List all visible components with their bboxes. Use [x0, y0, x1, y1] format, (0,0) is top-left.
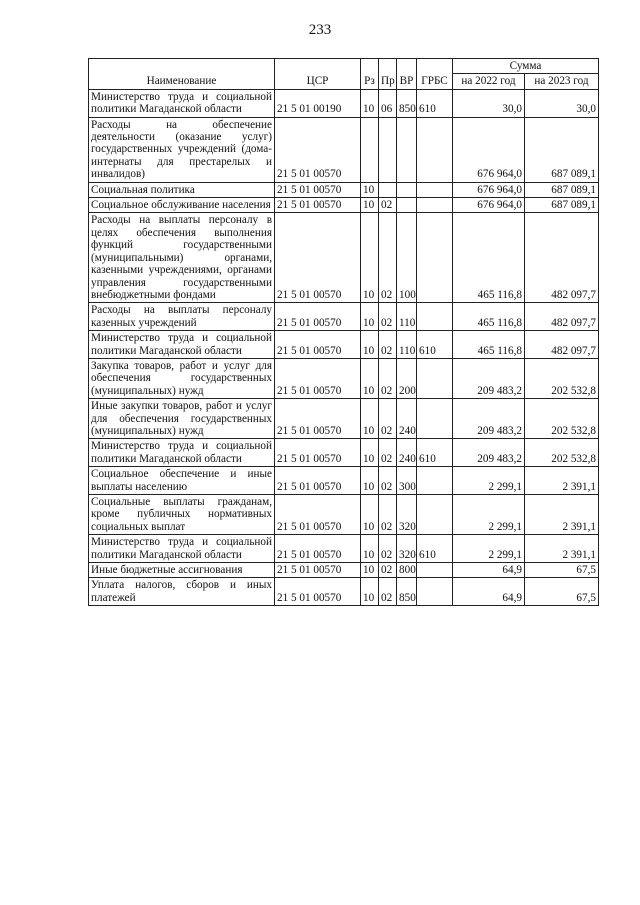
- row-csr: 21 5 01 00570: [275, 535, 361, 563]
- row-sum-2022: 209 483,2: [453, 399, 525, 439]
- row-name: Министерство труда и социальной политики Магаданской области: [89, 535, 275, 563]
- row-rz: 10: [361, 578, 379, 606]
- row-vr: [397, 198, 417, 213]
- row-vr: 320: [397, 495, 417, 535]
- row-sum-2023: 67,5: [525, 563, 599, 578]
- page-number: 233: [308, 22, 332, 38]
- row-grbs: 610: [417, 331, 453, 359]
- row-pr: 02: [379, 303, 397, 331]
- table-row: [89, 182, 599, 197]
- row-rz: 10: [361, 89, 379, 117]
- row-pr: 02: [379, 439, 397, 467]
- row-name: Закупка товаров, работ и услуг для обеспечения государственных (муниципальных) нужд: [89, 358, 275, 398]
- header-csr: ЦСР: [275, 59, 361, 90]
- row-grbs: [417, 467, 453, 495]
- row-csr: 21 5 01 00570: [275, 117, 361, 182]
- row-csr: 21 5 01 00570: [275, 213, 361, 303]
- row-sum-2023: 687 089,1: [525, 182, 599, 197]
- row-pr: 02: [379, 495, 397, 535]
- row-grbs: [417, 563, 453, 578]
- table-row: [89, 535, 599, 563]
- row-sum-2023: 482 097,7: [525, 331, 599, 359]
- row-rz: 10: [361, 182, 379, 197]
- row-vr: 110: [397, 331, 417, 359]
- row-grbs: 610: [417, 439, 453, 467]
- row-vr: [397, 182, 417, 197]
- row-pr: 02: [379, 358, 397, 398]
- row-vr: 320: [397, 535, 417, 563]
- row-vr: 200: [397, 358, 417, 398]
- row-grbs: [417, 213, 453, 303]
- row-sum-2022: 2 299,1: [453, 535, 525, 563]
- row-vr: 300: [397, 467, 417, 495]
- row-pr: 06: [379, 89, 397, 117]
- row-csr: 21 5 01 00570: [275, 182, 361, 197]
- row-name: Расходы на выплаты персоналу казенных учреждений: [89, 303, 275, 331]
- row-rz: 10: [361, 535, 379, 563]
- row-vr: 240: [397, 399, 417, 439]
- row-sum-2022: 465 116,8: [453, 331, 525, 359]
- row-grbs: [417, 495, 453, 535]
- row-grbs: 610: [417, 535, 453, 563]
- row-grbs: [417, 303, 453, 331]
- row-rz: 10: [361, 331, 379, 359]
- row-sum-2022: 2 299,1: [453, 495, 525, 535]
- row-sum-2022: 465 116,8: [453, 303, 525, 331]
- row-csr: 21 5 01 00570: [275, 331, 361, 359]
- row-vr: 240: [397, 439, 417, 467]
- table-row: [89, 358, 599, 398]
- row-vr: 850: [397, 578, 417, 606]
- header-name: Наименование: [89, 59, 275, 90]
- header-row: [89, 59, 599, 74]
- row-rz: 10: [361, 358, 379, 398]
- row-name: Иные закупки товаров, работ и услуг для обеспечения государственных (муниципальных) нужд: [89, 399, 275, 439]
- header-pr: Пр: [379, 59, 397, 90]
- row-name: Иные бюджетные ассигнования: [89, 563, 275, 578]
- row-sum-2023: 202 532,8: [525, 439, 599, 467]
- row-name: Расходы на выплаты персоналу в целях обеспечения выполнения функций государственными (муниципальными) органами, казенными учреждениями, органами управления государственными внебюджетными фондами: [89, 213, 275, 303]
- table-row: [89, 89, 599, 117]
- row-vr: 800: [397, 563, 417, 578]
- row-sum-2023: 202 532,8: [525, 399, 599, 439]
- row-pr: 02: [379, 563, 397, 578]
- row-pr: 02: [379, 198, 397, 213]
- row-csr: 21 5 01 00570: [275, 399, 361, 439]
- row-grbs: [417, 578, 453, 606]
- header-grbs: ГРБС: [417, 59, 453, 90]
- row-vr: 100: [397, 213, 417, 303]
- table-row: [89, 198, 599, 213]
- row-name: Социальные выплаты гражданам, кроме публичных нормативных социальных выплат: [89, 495, 275, 535]
- row-pr: 02: [379, 331, 397, 359]
- row-sum-2022: 209 483,2: [453, 358, 525, 398]
- table-row: [89, 563, 599, 578]
- row-csr: 21 5 01 00570: [275, 495, 361, 535]
- table-row: [89, 439, 599, 467]
- row-name: Уплата налогов, сборов и иных платежей: [89, 578, 275, 606]
- row-vr: 850: [397, 89, 417, 117]
- row-rz: 10: [361, 399, 379, 439]
- table-row: [89, 578, 599, 606]
- table-row: [89, 467, 599, 495]
- row-pr: 02: [379, 467, 397, 495]
- row-sum-2023: 2 391,1: [525, 495, 599, 535]
- row-grbs: [417, 358, 453, 398]
- row-sum-2023: 687 089,1: [525, 198, 599, 213]
- row-grbs: [417, 182, 453, 197]
- row-sum-2022: 64,9: [453, 563, 525, 578]
- row-pr: 02: [379, 578, 397, 606]
- row-sum-2023: 202 532,8: [525, 358, 599, 398]
- row-grbs: [417, 399, 453, 439]
- row-rz: 10: [361, 303, 379, 331]
- row-csr: 21 5 01 00570: [275, 358, 361, 398]
- row-rz: 10: [361, 467, 379, 495]
- row-sum-2023: 2 391,1: [525, 467, 599, 495]
- row-sum-2022: 676 964,0: [453, 182, 525, 197]
- row-csr: 21 5 01 00570: [275, 563, 361, 578]
- row-name: Министерство труда и социальной политики Магаданской области: [89, 439, 275, 467]
- row-sum-2023: 2 391,1: [525, 535, 599, 563]
- row-rz: 10: [361, 213, 379, 303]
- budget-table-body: [89, 89, 599, 605]
- row-csr: 21 5 01 00570: [275, 303, 361, 331]
- row-vr: [397, 117, 417, 182]
- header-sum: Сумма: [453, 59, 599, 74]
- table-row: [89, 213, 599, 303]
- row-pr: 02: [379, 535, 397, 563]
- row-rz: [361, 117, 379, 182]
- table-row: [89, 117, 599, 182]
- row-sum-2022: 30,0: [453, 89, 525, 117]
- row-name: Министерство труда и социальной политики Магаданской области: [89, 331, 275, 359]
- row-sum-2023: 67,5: [525, 578, 599, 606]
- row-sum-2023: 30,0: [525, 89, 599, 117]
- table-row: [89, 399, 599, 439]
- row-rz: 10: [361, 198, 379, 213]
- row-grbs: [417, 117, 453, 182]
- row-sum-2022: 209 483,2: [453, 439, 525, 467]
- header-2022: на 2022 год: [453, 74, 525, 89]
- row-sum-2023: 687 089,1: [525, 117, 599, 182]
- table-row: [89, 303, 599, 331]
- row-sum-2022: 64,9: [453, 578, 525, 606]
- row-pr: [379, 182, 397, 197]
- row-sum-2022: 465 116,8: [453, 213, 525, 303]
- row-name: Расходы на обеспечение деятельности (оказание услуг) государственных учреждений (дома-интернаты для престарелых и инвалидов): [89, 117, 275, 182]
- row-csr: 21 5 01 00570: [275, 439, 361, 467]
- row-csr: 21 5 01 00570: [275, 467, 361, 495]
- row-vr: 110: [397, 303, 417, 331]
- row-name: Социальная политика: [89, 182, 275, 197]
- row-pr: 02: [379, 399, 397, 439]
- row-sum-2022: 676 964,0: [453, 117, 525, 182]
- table-row: [89, 495, 599, 535]
- header-vr: ВР: [397, 59, 417, 90]
- row-sum-2022: 2 299,1: [453, 467, 525, 495]
- table-row: [89, 331, 599, 359]
- header-2023: на 2023 год: [525, 74, 599, 89]
- row-rz: 10: [361, 563, 379, 578]
- row-name: Социальное обеспечение и иные выплаты населению: [89, 467, 275, 495]
- row-pr: [379, 117, 397, 182]
- row-csr: 21 5 01 00570: [275, 578, 361, 606]
- row-sum-2023: 482 097,7: [525, 303, 599, 331]
- row-grbs: 610: [417, 89, 453, 117]
- row-grbs: [417, 198, 453, 213]
- row-rz: 10: [361, 495, 379, 535]
- row-pr: 02: [379, 213, 397, 303]
- row-name: Министерство труда и социальной политики Магаданской области: [89, 89, 275, 117]
- row-csr: 21 5 01 00570: [275, 198, 361, 213]
- header-rz: Рз: [361, 59, 379, 90]
- row-sum-2022: 676 964,0: [453, 198, 525, 213]
- row-rz: 10: [361, 439, 379, 467]
- row-csr: 21 5 01 00190: [275, 89, 361, 117]
- row-name: Социальное обслуживание населения: [89, 198, 275, 213]
- row-sum-2023: 482 097,7: [525, 213, 599, 303]
- budget-table: [88, 58, 599, 606]
